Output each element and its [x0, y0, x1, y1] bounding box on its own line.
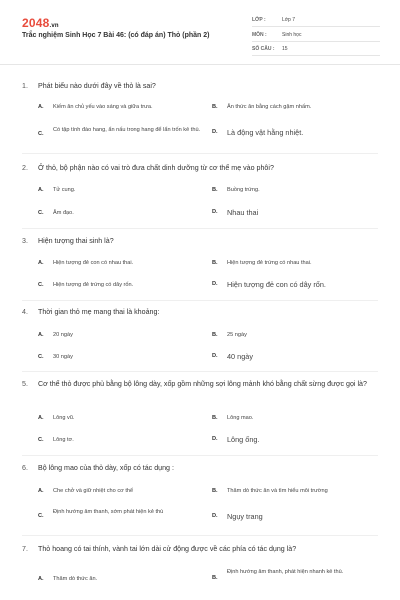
question-text: 4. Thời gian thỏ mẹ mang thai là khoảng:	[22, 308, 160, 316]
subject-field: MÔN : Sinh học	[252, 32, 380, 42]
question-divider	[22, 228, 378, 229]
quiz-page: 2048.vn Trắc nghiệm Sinh Học 7 Bài 46: (có đáp án) Thỏ (phần 2) LỚP : Lớp 7 MÔN : Sinh học SỐ CÂU : 15 1. Phát biểu nào dưới đây về thỏ là sai? A. Kiếm ăn chủ yếu vào sáng và giữa trưa. B. Ăn thức ăn bằng cách gặm nhấm. C. Có tập tính đào hang, ẩn nấu trong hang để lẩn trốn kẻ thù. D. Là động vật hằng nhiệt. 2. Ở thỏ, bộ phận nào có vai trò đưa chất dinh dưỡng từ cơ thể mẹ vào phôi? A. Tử cung. B. Buồng trứng. C. Âm đạo. D. Nhau thai 3. Hiện tượng thai sinh là? A. Hiện tượng đẻ con có nhau thai. B. Hiện tượng đẻ trứng có nhau thai. C. Hiện tượng đẻ trứng có dây rốn. D. Hiện tượng đẻ con có dây rốn. 4. Thời gian thỏ mẹ mang thai là khoảng: A. 20 ngày B. 25 ngày C. 30 ngày D. 40 ngày 5. Cơ thể thỏ được phủ bằng bộ lông dày, xốp gồm những sợi lông mảnh khó bằng chất sừng được gọi là? A. Lông vũ. B. Lông mao. C. Lông tơ. D. Lông ống. 6. Bộ lông mao của thỏ dày, xốp có tác dụng : A. Che chở và giữ nhiệt cho cơ thể B. Thăm dò thức ăn và tìm hiểu môi trường C. Định hướng âm thanh, sớm phát hiện kẻ thù D. Ngụy trang 7. Thỏ hoang có tai thính, vành tai lớn dài cử động được về các phía có tác dụng là? A. Thăm dò thức ăn. B. Định hướng âm thanh, phát hiện nhanh kẻ thù.	[0, 0, 400, 600]
grade-field: LỚP : Lớp 7	[252, 17, 380, 27]
question-divider	[22, 153, 378, 154]
question-divider	[22, 455, 378, 456]
question-count-field: SỐ CÂU : 15	[252, 46, 380, 56]
question-text: 3. Hiện tượng thai sinh là?	[22, 237, 114, 245]
question-divider	[22, 300, 378, 301]
header-divider	[0, 64, 400, 65]
question-text: 6. Bộ lông mao của thỏ dày, xốp có tác dụng :	[22, 464, 174, 472]
question-text: 1. Phát biểu nào dưới đây về thỏ là sai?	[22, 82, 156, 90]
question-text: 7. Thỏ hoang có tai thính, vành tai lớn dài cử động được về các phía có tác dụng là?	[22, 545, 297, 553]
question-text: 2. Ở thỏ, bộ phận nào có vai trò đưa chất dinh dưỡng từ cơ thể mẹ vào phôi?	[22, 164, 274, 172]
question-divider	[22, 535, 378, 536]
site-logo[interactable]: 2048.vn	[22, 16, 59, 30]
question-divider	[22, 371, 378, 372]
question-text: 5. Cơ thể thỏ được phủ bằng bộ lông dày, xốp gồm những sợi lông mảnh khó bằng chất sừng được gọi là?	[22, 380, 367, 388]
page-title: Trắc nghiệm Sinh Học 7 Bài 46: (có đáp án) Thỏ (phần 2)	[22, 32, 210, 39]
